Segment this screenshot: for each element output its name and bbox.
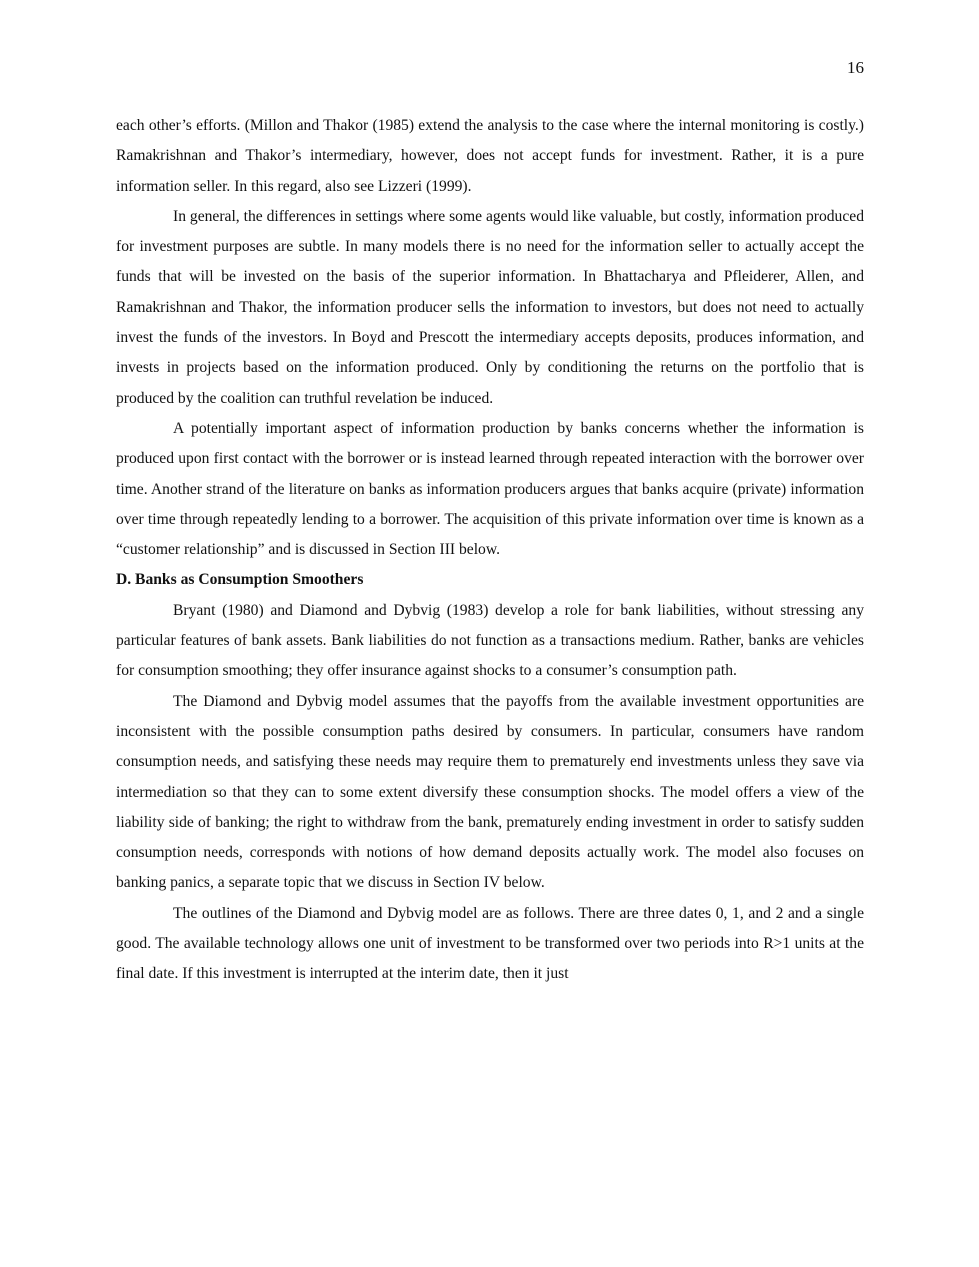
paragraph: A potentially important aspect of information production by banks concerns whether the information is produced upon first contact with the borrower or is instead learned through repeated interaction with the borrower over time. Another strand of the literature on banks as information producers argues that banks acquire (private) information over time through repeatedly lending to a borrower. The acquisition of this private information over time is known as a “customer relationship” and is discussed in Section III below. [116,419,864,559]
page-body [116,111,864,990]
paragraph: each other’s efforts. (Millon and Thakor (1985) extend the analysis to the case where the internal monitoring is costly.) Ramakrishnan and Thakor’s intermediary, however, does not accept funds for investment. Rather, it is a pure information seller. In this regard, also see Lizzeri (1999). [116,117,864,195]
paragraph: In general, the differences in settings where some agents would like valuable, but costly, information produced for investment purposes are subtle. In many models there is no need for the information seller to actually accept the funds that will be invested on the basis of the superior information. In Bhattacharya and Pfleiderer, Allen, and Ramakrishnan and Thakor, the information producer sells the information to investors, but does not need to actually invest the funds of the investors. In Boyd and Prescott the intermediary accepts deposits, produces information, and invests in projects based on the information produced. Only by conditioning the returns on the portfolio that is produced by the coalition can truthful revelation be induced. [116,207,864,407]
page-number: 16 [847,58,864,77]
paragraph: The outlines of the Diamond and Dybvig model are as follows. There are three dates 0, 1, and 2 and a single good. The available technology allows one unit of investment to be transformed over two periods into R>1 units at the final date. If this investment is interrupted at the interim date, then it just [116,904,864,983]
paragraph: Bryant (1980) and Diamond and Dybvig (1983) develop a role for bank liabilities, without stressing any particular features of bank assets. Bank liabilities do not function as a transactions medium. Rather, banks are vehicles for consumption smoothing; they offer insurance against shocks to a consumer’s consumption path. [116,601,864,680]
paragraph: The Diamond and Dybvig model assumes that the payoffs from the available investment opportunities are inconsistent with the possible consumption paths desired by consumers. In particular, consumers have random consumption needs, and satisfying these needs may require them to prematurely end investments unless they save via intermediation so that they can to some extent diversify these consumption shocks. The model offers a view of the liability side of banking; the right to withdraw from the bank, prematurely ending investment in order to satisfy sudden consumption needs, corresponds with notions of how demand deposits actually work. The model also focuses on banking panics, a separate topic that we discuss in Section IV below. [116,692,864,892]
section-heading: D. Banks as Consumption Smoothers [116,571,364,589]
